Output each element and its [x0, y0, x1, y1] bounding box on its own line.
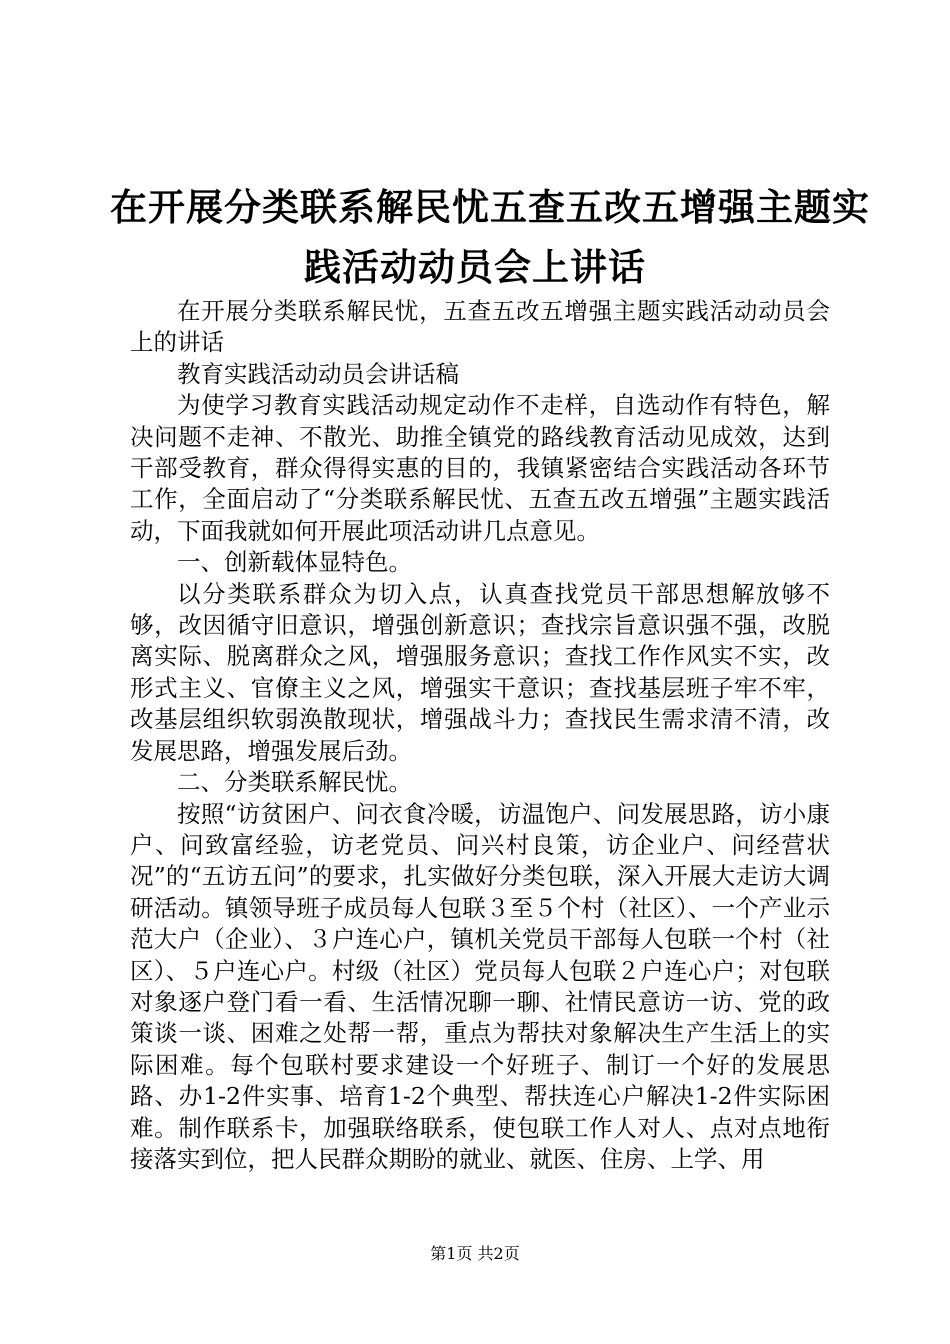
document-title-line-2: 践活动动员会上讲话 [304, 246, 646, 289]
section-heading-1: 一、创新载体显特色。 [177, 548, 412, 577]
paragraph-intro: 为使学习教育实践活动规定动作不走样，自选动作有特色，解决问题不走神、不散光、助推全镇党的路线教育活动见成效，达到干部受教育，群众得得实惠的目的，我镇紧密结合实践活动各环节工作，全面启动了“分类联系解民忧、五查五改五增强”主题实践活动，下面我就如何开展此项活动讲几点意见。 [130, 391, 830, 545]
document-title-line-1: 在开展分类联系解民忧五查五改五增强主题实 [110, 186, 870, 229]
paragraph-section-2: 按照“访贫困户、问衣食冷暖，访温饱户、问发展思路，访小康户、问致富经验，访老党员、问兴村良策，访企业户、问经营状况”的“五访五问”的要求，扎实做好分类包联，深入开展大走访大调研活动。镇领导班子成员每人包联３至５个村（社区）、一个产业示范大户（企业）、３户连心户，镇机关党员干部每人包联一个村（社区）、５户连心户。村级（社区）党员每人包联２户连心户；对包联对象逐户登门看一看、生活情况聊一聊、社情民意访一访、党的政策谈一谈、困难之处帮一帮，重点为帮扶对象解决生产生活上的实际困难。每个包联村要求建设一个好班子、制订一个好的发展思路、办1-2件实事、培育1-2个典型、帮扶连心户解决1-2件实际困难。制作联系卡，加强联络联系，使包联工作人对人、点对点地衔接落实到位，把人民群众期盼的就业、就医、住房、上学、用 [130, 799, 830, 1173]
paragraph-subtitle-2: 教育实践活动动员会讲话稿 [177, 359, 459, 388]
paragraph-section-1: 以分类联系群众为切入点，认真查找党员干部思想解放够不够，改因循守旧意识，增强创新意识；查找宗旨意识强不强，改脱离实际、脱离群众之风，增强服务意识；查找工作作风实不实，改形式主义、官僚主义之风，增强实干意识；查找基层班子牢不牢，改基层组织软弱涣散现状，增强战斗力；查找民生需求清不清，改发展思路，增强发展后劲。 [130, 579, 830, 765]
page-footer: 第1页 共2页 [430, 1244, 520, 1263]
document-body [130, 296, 830, 1175]
section-heading-2: 二、分类联系解民忧。 [177, 768, 412, 797]
paragraph-subtitle: 在开展分类联系解民忧，五查五改五增强主题实践活动动员会上的讲话 [130, 297, 830, 357]
